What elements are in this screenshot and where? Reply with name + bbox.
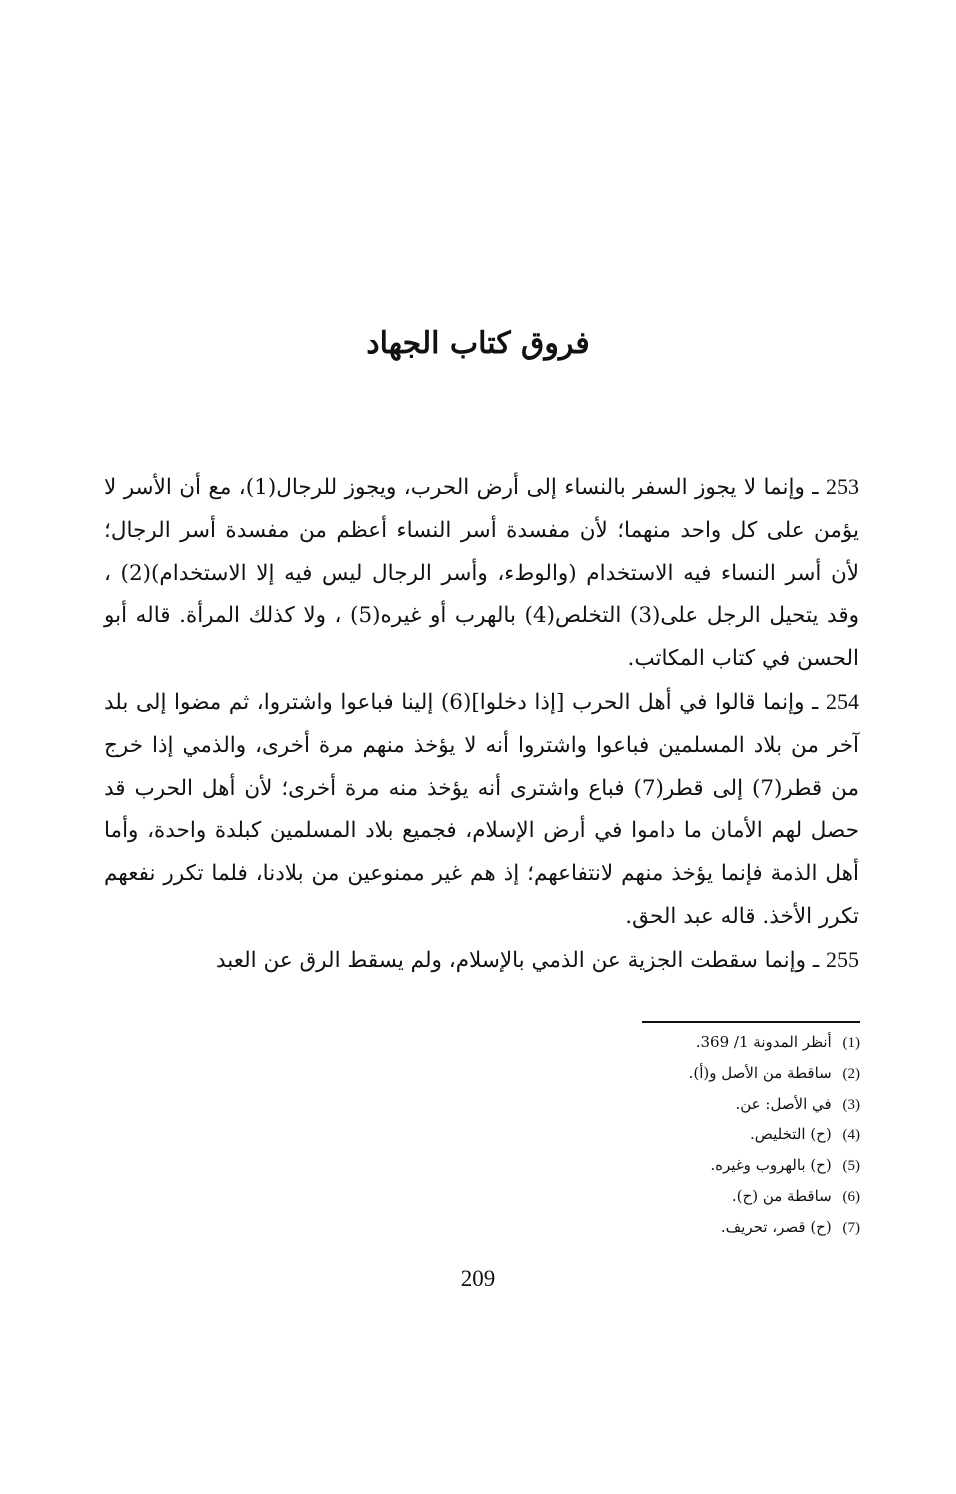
footnote-text: ساقطة من (ح). <box>731 1186 832 1205</box>
paragraph-254: 254 ـ وإنما قالوا في أهل الحرب [إذا دخلوا](6) إلينا فباعوا واشتروا، ثم مضوا إلى بلد آخر من بلاد المسلمين فباعوا واشتروا أنه لا يؤخذ منهم مرة أخرى، والذمي إذا خرج من قطر(7) إلى قطر(7) فباع واشترى أنه يؤخذ منه مرة أخرى؛ لأن أهل الحرب قد حصل لهم الأمان ما داموا في أرض الإسلام، فجميع بلاد المسلمين كبلدة واحدة، وأما أهل الذمة فإنما يؤخذ منهم لانتفاعهم؛ إذ هم غير ممنوعين من بلادنا، فلما تكرر نفعهم تكرر الأخذ. قاله عبد الحق. <box>104 688 859 929</box>
footnote-7 <box>500 1212 860 1243</box>
paragraph-number: 255 <box>826 946 859 972</box>
footnote-text: ساقطة من الأصل و(أ). <box>688 1063 832 1082</box>
footnote-text: في الأصل: عن. <box>735 1094 832 1113</box>
footnote-1 <box>500 1027 860 1058</box>
footnote-number: (5) <box>842 1158 860 1175</box>
footnote-text: (ح) التخليص. <box>749 1125 832 1144</box>
footnote-2 <box>500 1058 860 1089</box>
footnote-5 <box>500 1150 860 1181</box>
footnote-3 <box>500 1089 860 1120</box>
paragraph-255: 255 ـ وإنما سقطت الجزية عن الذمي بالإسلام، ولم يسقط الرق عن العبد <box>215 946 859 973</box>
paragraph-number: 254 <box>825 688 859 714</box>
chapter-title: فروق كتاب الجهاد <box>366 326 590 361</box>
footnote-number: (6) <box>842 1188 860 1205</box>
footnote-text: (ح) بالهروب وغيره. <box>710 1156 832 1175</box>
footnote-number: (3) <box>842 1096 860 1113</box>
paragraph-text: وإنما قالوا في أهل الحرب [إذا دخلوا](6) إلينا فباعوا واشتروا، ثم مضوا إلى بلد آخر من بلاد المسلمين فباعوا واشتروا أنه لا يؤخذ منهم مرة أخرى، والذمي إذا خرج من قطر(7) إلى قطر(7) فباع واشترى أنه يؤخذ منه مرة أخرى؛ لأن أهل الحرب قد حصل لهم الأمان ما داموا في أرض الإسلام، فجميع بلاد المسلمين كبلدة واحدة، وأما أهل الذمة فإنما يؤخذ منهم لانتفاعهم؛ إذ هم غير ممنوعين من بلادنا، فلما تكرر نفعهم تكرر الأخذ. قاله عبد الحق. <box>104 689 859 929</box>
paragraph-text: وإنما سقطت الجزية عن الذمي بالإسلام، ولم يسقط الرق عن العبد <box>215 947 807 973</box>
footnote-text: (ح) قصر، تحريف. <box>720 1217 832 1236</box>
paragraph-number: 253 <box>826 474 859 499</box>
footnote-separator <box>642 1021 860 1023</box>
footnote-number: (4) <box>842 1127 860 1144</box>
footnote-4 <box>500 1119 860 1150</box>
footnote-text: أنظر المدونة 1/ 369. <box>695 1033 832 1051</box>
paragraph-253: 253 ـ وإنما لا يجوز السفر بالنساء إلى أرض الحرب، ويجوز للرجال(1)، مع أن الأسر لا يؤمن على كل واحد منهما؛ لأن مفسدة أسر النساء أعظم من مفسدة أسر الرجال؛ لأن أسر النساء فيه الاستخدام (والوطء، وأسر الرجال ليس فيه إلا الاستخدام)(2) ، وقد يتحيل الرجل على(3) التخلص(4) بالهرب أو غيره(5) ، ولا كذلك المرأة. قاله أبو الحسن في كتاب المكاتب. <box>104 474 859 672</box>
footnotes <box>500 1027 860 1243</box>
footnote-number: (7) <box>842 1219 860 1236</box>
footnote-6 <box>500 1181 860 1212</box>
footnote-number: (2) <box>842 1065 860 1082</box>
footnote-number: (1) <box>842 1035 860 1051</box>
page-number: 209 <box>460 1266 496 1291</box>
main-text <box>104 466 859 983</box>
paragraph-text: وإنما لا يجوز السفر بالنساء إلى أرض الحرب، ويجوز للرجال(1)، مع أن الأسر لا يؤمن على كل واحد منهما؛ لأن مفسدة أسر النساء أعظم من مفسدة أسر الرجال؛ لأن أسر النساء فيه الاستخدام (والوطء، وأسر الرجال ليس فيه إلا الاستخدام)(2) ، وقد يتحيل الرجل على(3) التخلص(4) بالهرب أو غيره(5) ، ولا كذلك المرأة. قاله أبو الحسن في كتاب المكاتب. <box>104 475 859 672</box>
